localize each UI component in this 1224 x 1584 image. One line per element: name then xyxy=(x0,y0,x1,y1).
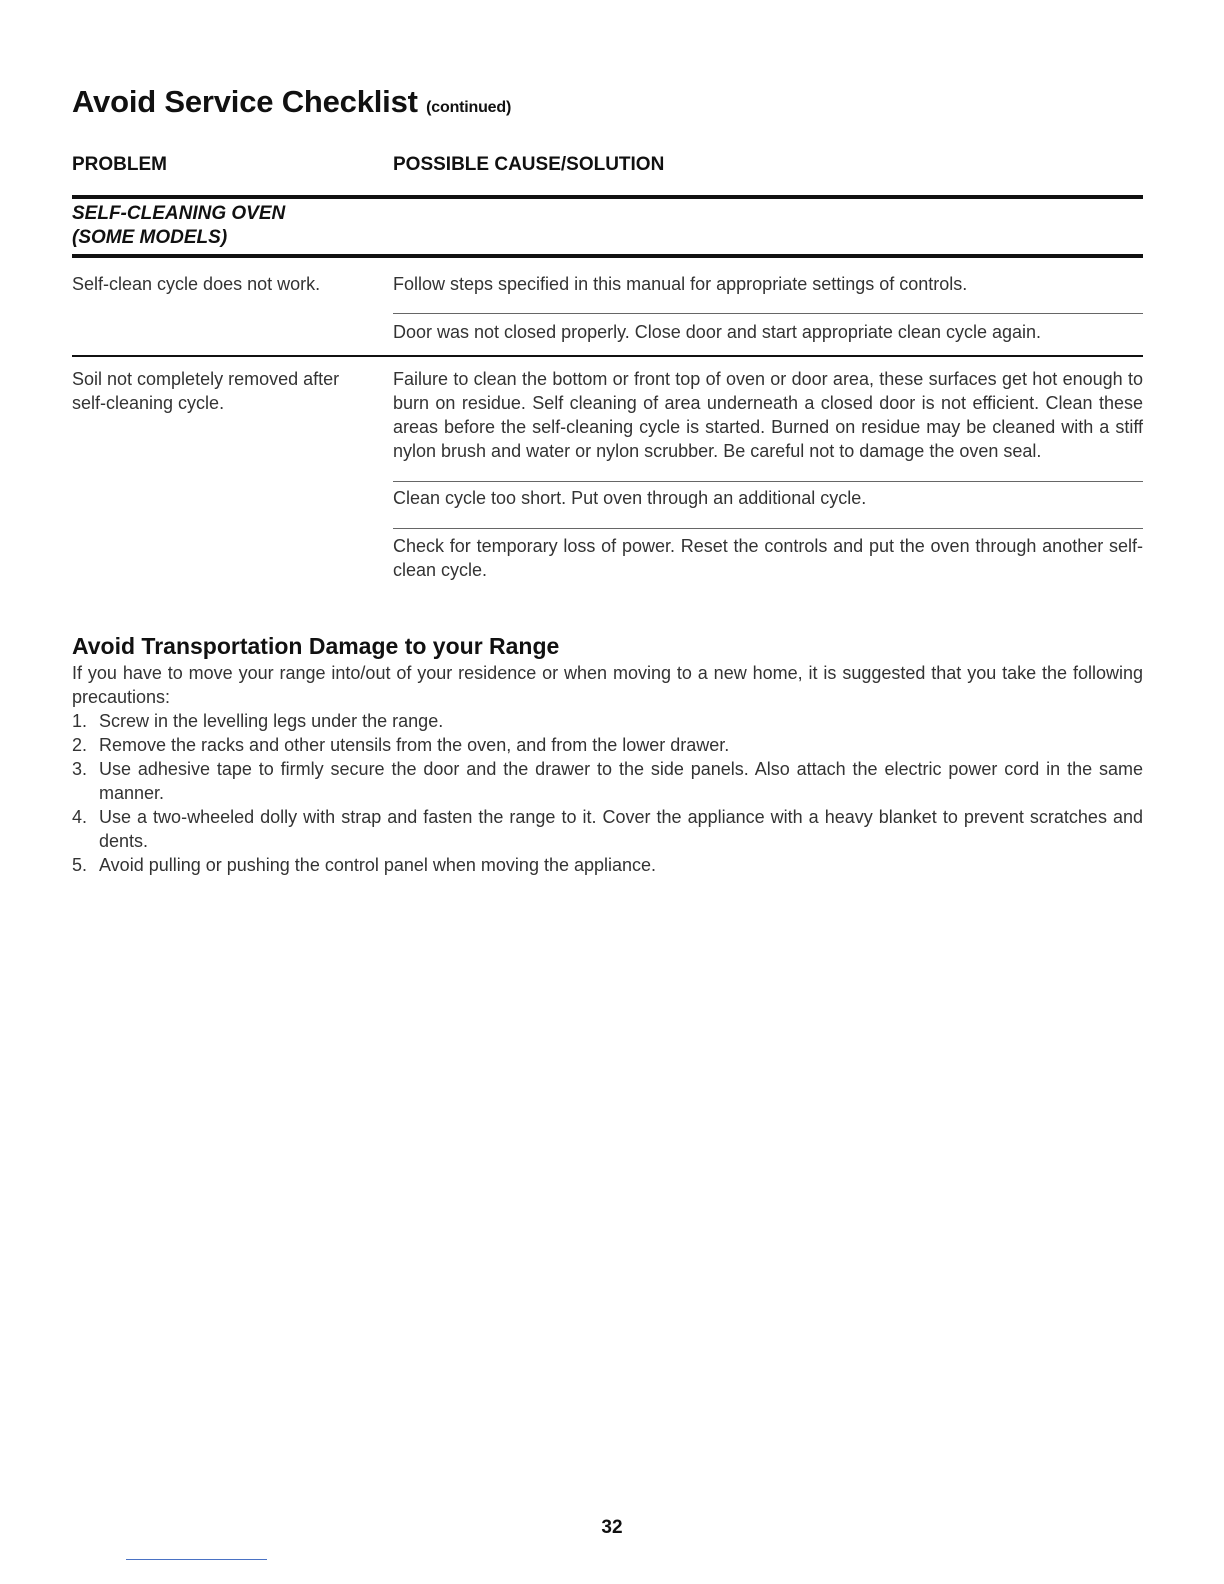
transport-steps xyxy=(72,709,1143,877)
solution-cell: Check for temporary loss of power. Reset the controls and put the oven through another self-clean cycle. xyxy=(393,536,1143,580)
solution-divider xyxy=(393,313,1143,314)
step-number: 3. xyxy=(72,759,88,779)
page-title-text: Avoid Service Checklist xyxy=(72,84,418,119)
transport-intro: If you have to move your range into/out of your residence or when moving to a new home, it is suggested that you take the following precautions: xyxy=(72,663,1143,707)
section-label-line2: (SOME MODELS) xyxy=(72,227,228,248)
step-text: Avoid pulling or pushing the control panel when moving the appliance. xyxy=(99,855,657,875)
step-number: 1. xyxy=(72,711,88,731)
step-number: 2. xyxy=(72,735,88,755)
footer-link-line xyxy=(126,1559,267,1560)
solution-divider xyxy=(393,528,1143,529)
solution-cell: Clean cycle too short. Put oven through an additional cycle. xyxy=(393,488,867,508)
step-text: Remove the racks and other utensils from the oven, and from the lower drawer. xyxy=(99,735,730,755)
page-title xyxy=(72,84,511,120)
column-header-solution: POSSIBLE CAUSE/SOLUTION xyxy=(393,154,665,175)
list-item xyxy=(72,757,1143,805)
list-item xyxy=(72,709,1143,733)
section-label xyxy=(72,202,285,250)
step-number: 4. xyxy=(72,807,88,827)
problem-cell: Soil not completely removed after self-cleaning cycle. xyxy=(72,369,340,413)
list-item xyxy=(72,853,1143,877)
column-header-problem: PROBLEM xyxy=(72,154,167,175)
row-divider xyxy=(72,355,1143,357)
step-text: Screw in the levelling legs under the range. xyxy=(99,711,444,731)
table-top-rule xyxy=(72,195,1143,199)
page-title-suffix: (continued) xyxy=(426,99,512,116)
list-item xyxy=(72,733,1143,757)
solution-cell: Failure to clean the bottom or front top of oven or door area, these surfaces get hot enough to burn on residue. Self cleaning of area underneath a closed door is not efficient. Clean these areas before the self-cleaning cycle is started. Burned on residue may be cleaned with a stiff nylon brush and water or nylon scrubber. Be careful not to damage the oven seal. xyxy=(393,369,1143,461)
solution-cell: Follow steps specified in this manual for appropriate settings of controls. xyxy=(393,274,968,294)
section-rule xyxy=(72,254,1143,258)
solution-divider xyxy=(393,481,1143,482)
step-text: Use adhesive tape to firmly secure the door and the drawer to the side panels. Also attach the electric power cord in the same manner. xyxy=(99,759,1143,803)
page-number: 32 xyxy=(601,1517,623,1538)
solution-cell: Door was not closed properly. Close door and start appropriate clean cycle again. xyxy=(393,322,1042,342)
step-number: 5. xyxy=(72,855,88,875)
problem-cell: Self-clean cycle does not work. xyxy=(72,274,321,294)
transport-heading: Avoid Transportation Damage to your Range xyxy=(72,633,560,659)
step-text: Use a two-wheeled dolly with strap and fasten the range to it. Cover the appliance with a heavy blanket to prevent scratches and dents. xyxy=(99,807,1143,851)
list-item xyxy=(72,805,1143,853)
section-label-line1: SELF-CLEANING OVEN xyxy=(72,203,286,224)
